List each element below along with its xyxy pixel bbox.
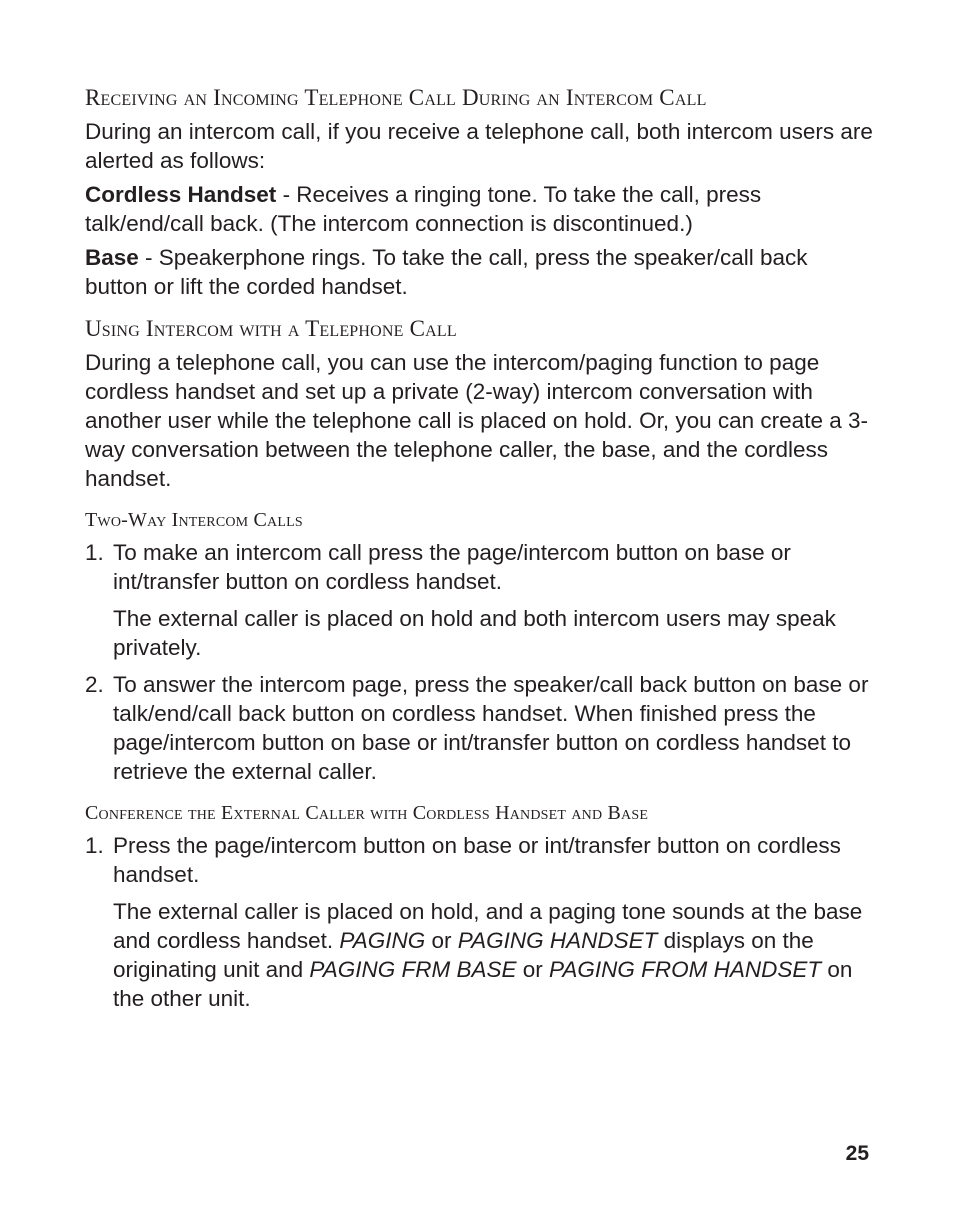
list-item bbox=[85, 670, 875, 786]
manual-page bbox=[85, 84, 875, 1013]
page-number: 25 bbox=[845, 1142, 869, 1165]
using-text: During a telephone call, you can use the intercom/paging function to page cordless handset and set up a private (2-way) intercom conversation with another user while the telephone call is placed on hold. Or, you can create a 3-way conversation between the telephone caller, the base, and the cordless handset. bbox=[85, 350, 868, 491]
handset-text: - Receives a ringing tone. To take the call, press talk/end/call back. (The intercom connection is discontinued.) bbox=[85, 182, 762, 236]
step-number: 1. bbox=[85, 540, 104, 565]
note-text: or bbox=[516, 957, 550, 982]
step-number: 1. bbox=[85, 833, 104, 858]
step-number: 2. bbox=[85, 672, 104, 697]
base-paragraph bbox=[85, 243, 875, 301]
display-text: PAGING FRM BASE bbox=[309, 957, 517, 982]
note-text: displays on the originating unit and bbox=[113, 928, 814, 982]
step-text: Press the page/intercom button on base or int/transfer button on cordless handset. bbox=[113, 833, 841, 887]
note-text: or bbox=[425, 928, 458, 953]
note-text: The external caller is placed on hold, and a paging tone sounds at the base and cordless handset. bbox=[113, 899, 863, 953]
display-text: PAGING bbox=[339, 928, 426, 953]
handset-paragraph bbox=[85, 180, 875, 238]
section-heading-receiving: Receiving an Incoming Telephone Call During an Intercom Call bbox=[85, 85, 707, 110]
section-heading-two-way: Two-Way Intercom Calls bbox=[85, 509, 303, 531]
display-text: PAGING HANDSET bbox=[457, 928, 658, 953]
list-item bbox=[85, 831, 875, 889]
note-text: on the other unit. bbox=[113, 957, 853, 1011]
section-heading-conference: Conference the External Caller with Cordless Handset and Base bbox=[85, 802, 649, 824]
step-note: The external caller is placed on hold and both intercom users may speak privately. bbox=[113, 606, 836, 660]
step-text: To answer the intercom page, press the speaker/call back button on base or talk/end/call back button on cordless handset. When finished press the page/intercom button on base or int/transfer button on cordless handset to retrieve the external caller. bbox=[113, 672, 869, 784]
section-heading-using: Using Intercom with a Telephone Call bbox=[85, 316, 457, 341]
receiving-intro: During an intercom call, if you receive a telephone call, both intercom users are alerted as follows: bbox=[85, 119, 873, 173]
handset-label: Cordless Handset bbox=[85, 182, 277, 207]
base-text: - Speakerphone rings. To take the call, press the speaker/call back button or lift the corded handset. bbox=[85, 245, 808, 299]
display-text: PAGING FROM HANDSET bbox=[549, 957, 822, 982]
list-item bbox=[85, 538, 875, 596]
conference-note bbox=[85, 897, 875, 1013]
step-text: To make an intercom call press the page/intercom button on base or int/transfer button on cordless handset. bbox=[113, 540, 791, 594]
base-label: Base bbox=[85, 245, 139, 270]
